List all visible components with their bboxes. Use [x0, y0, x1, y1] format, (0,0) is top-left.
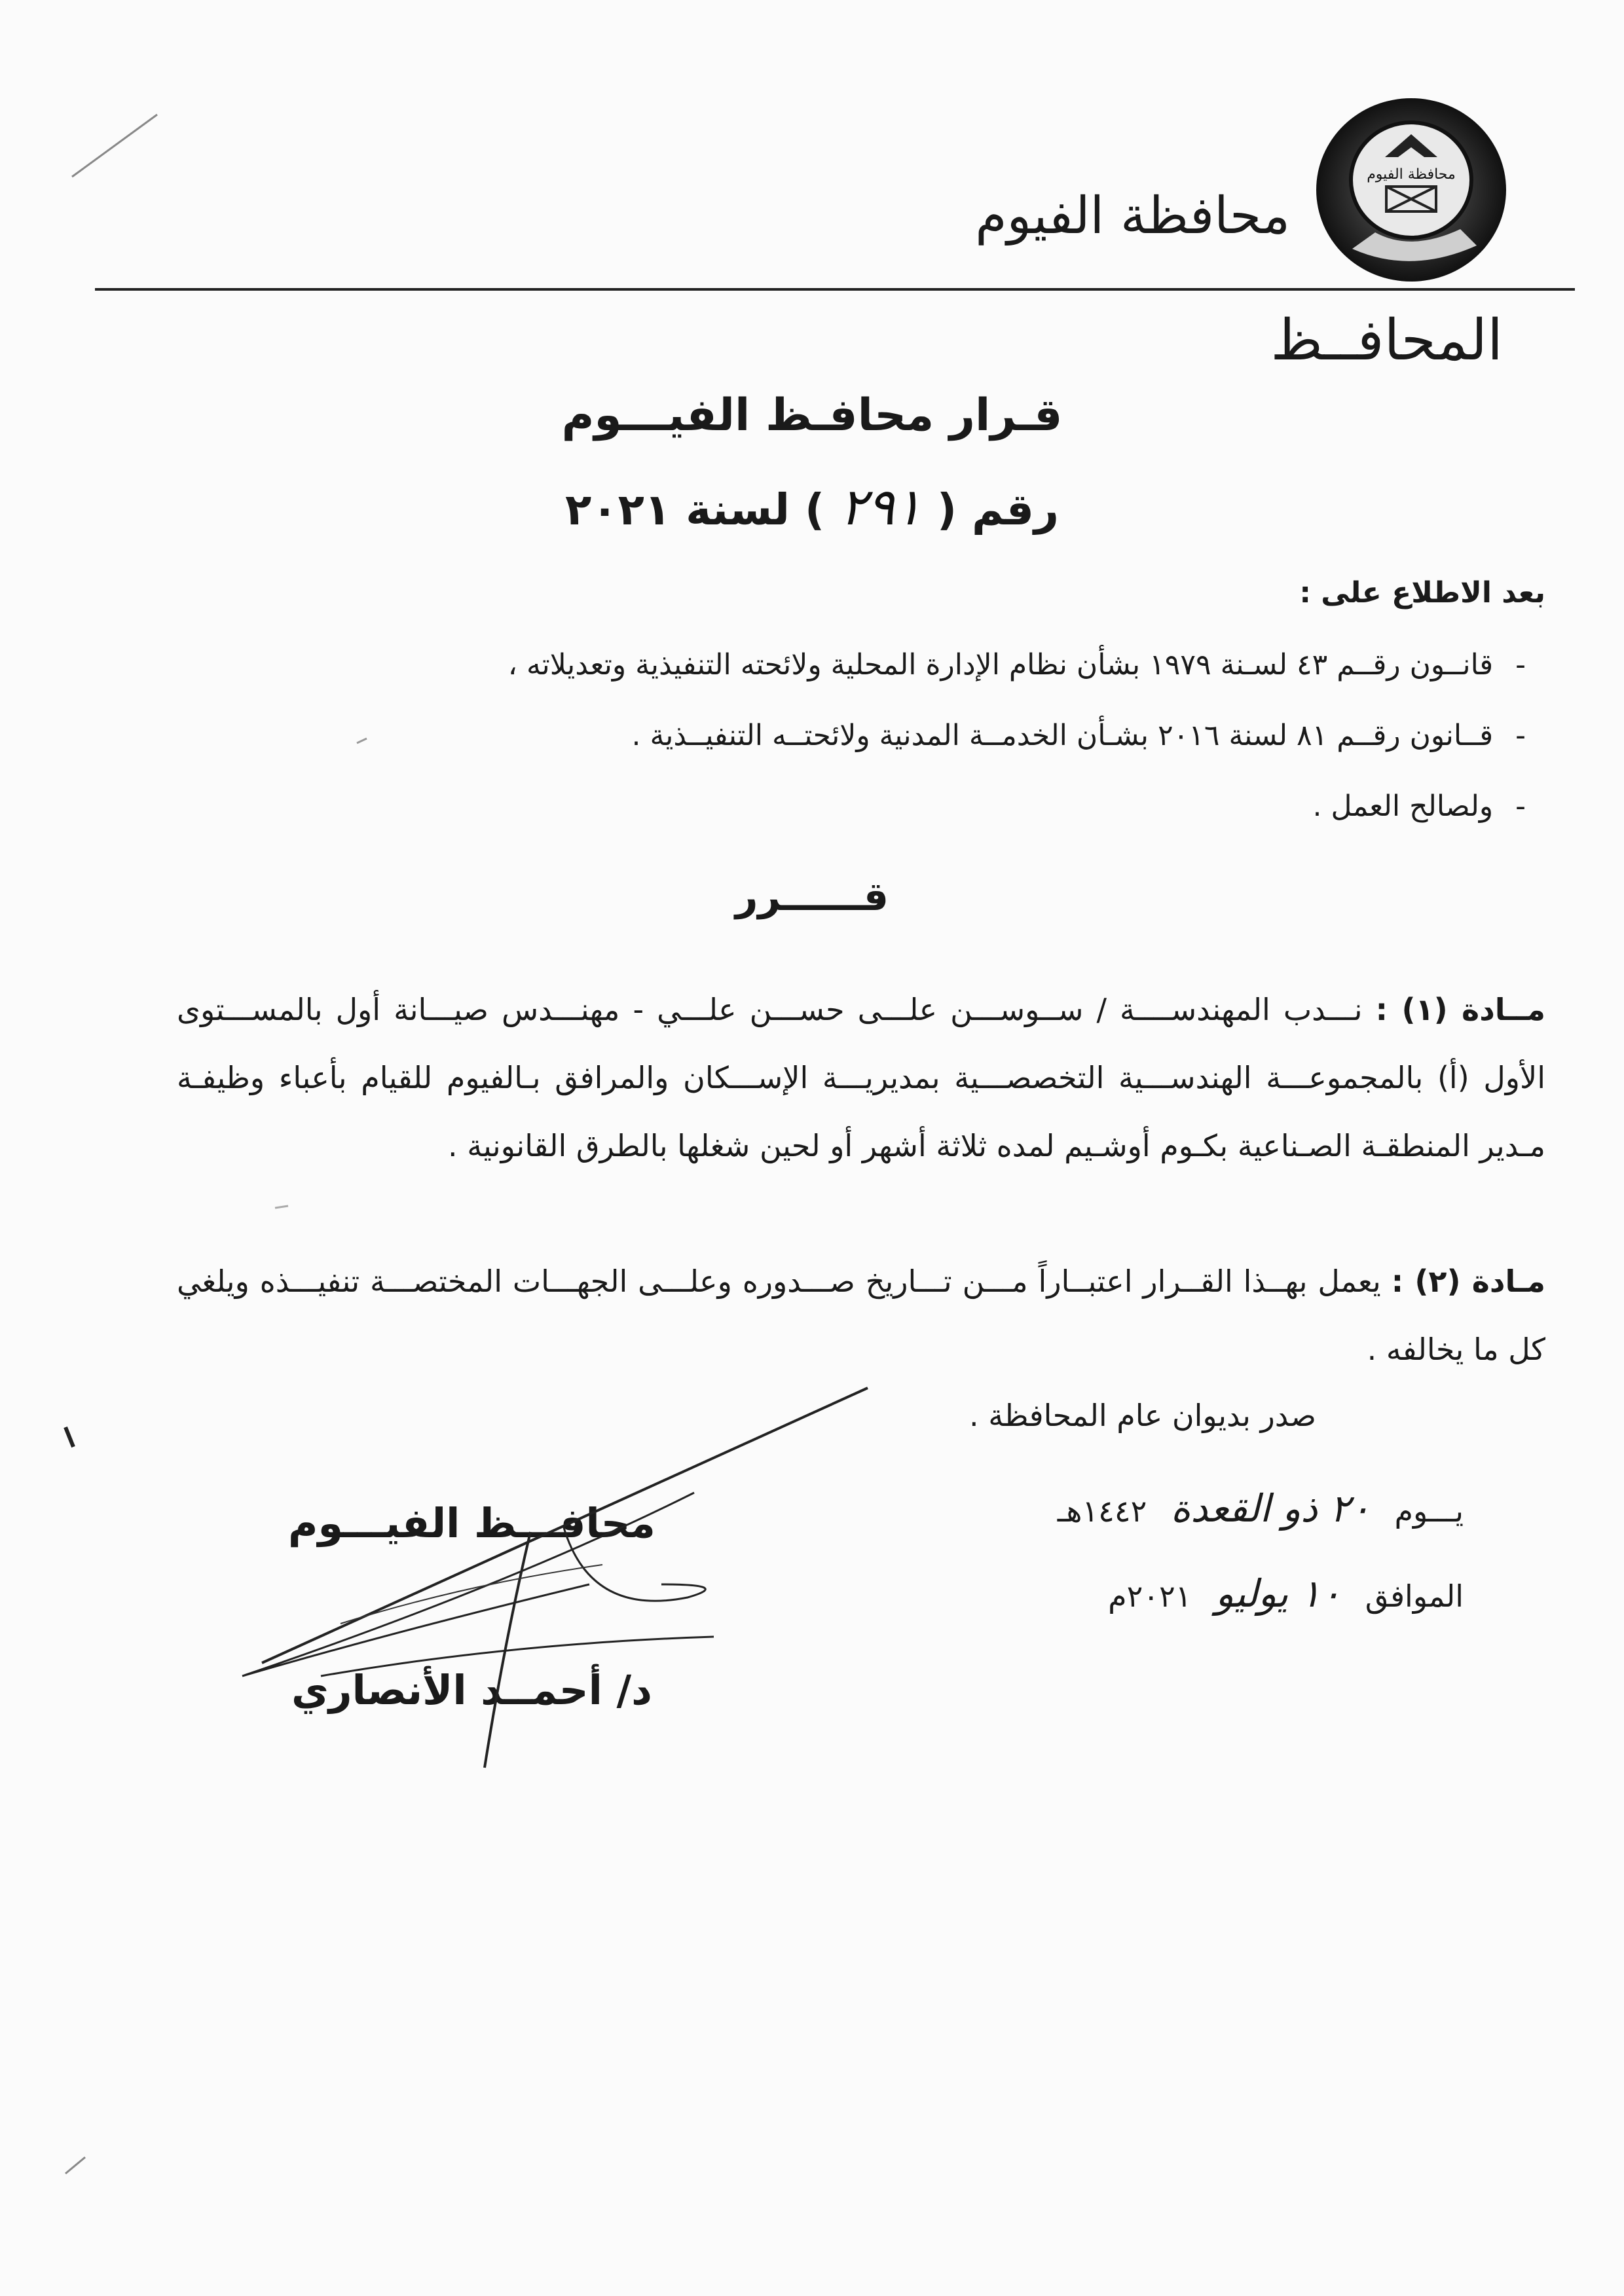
decree-number-prefix: رقم ( — [936, 484, 1059, 535]
header-divider — [95, 288, 1575, 291]
gregorian-year: ٢٠٢١م — [1108, 1578, 1192, 1614]
list-dash: - — [1515, 790, 1526, 823]
gregorian-prefix: الموافق — [1365, 1578, 1464, 1614]
decree-title: قـرار محافـظ الفيـــوم — [561, 390, 1063, 441]
hijri-date — [1058, 1486, 1464, 1531]
article-text: يعمل بهــذا القــرار اعتبــاراً مـــن تـــاريخ صـــدوره وعلـــى الجهـــات المختصـــة تنفيـــذه ويلغي كل ما يخالفه . — [177, 1264, 1545, 1367]
governorate-name: محافظة الفيوم — [975, 187, 1290, 246]
office-title: المحافــظ — [1270, 308, 1503, 373]
preamble-item — [508, 648, 1526, 682]
decree-number-suffix: ) لسنة ٢٠٢١ — [565, 484, 825, 535]
gregorian-date — [1108, 1571, 1464, 1616]
preamble-item-text: قــانون رقــم ٨١ لسنة ٢٠١٦ بشـأن الخدمــة المدنية ولائحتــه التنفيــذية . — [631, 719, 1494, 752]
signatory-name: د/ أحمــد الأنصاري — [291, 1666, 652, 1714]
hijri-prefix: يـــوم — [1394, 1493, 1464, 1529]
preamble-intro: بعد الاطلاع على : — [1299, 576, 1545, 610]
list-dash: - — [1515, 719, 1526, 752]
handwritten-signature — [236, 1368, 897, 1774]
decree-number — [0, 478, 1624, 537]
article-text: نـــدب المهندســــة / ســوســـن علـــى حســـن علـــي - مهنـــدس صيـــانة أول بالمســـتوى الأول (أ) بالمجموعـــة الهندســـية التخصصـــية بمديريـــة الإســـكان والمرافق بـالفيوم للقيام بأعباء وظيفـة مـدير المنطقـة الصـناعية بكـوم أوشـيم لمده ثلاثة أشهر أو لحين شغلها بالطرق القانونية . — [177, 992, 1545, 1163]
article-label: مــادة (١) : — [1375, 992, 1546, 1027]
preamble-item — [1313, 790, 1526, 823]
preamble-item — [632, 719, 1526, 752]
decree-number-handwritten: ٢٩١ — [840, 478, 922, 537]
decided-heading: قــــــرر — [735, 874, 889, 920]
gregorian-handwritten: ١٠ يوليو — [1215, 1571, 1342, 1616]
signatory-title: محافـــظ الفيـــوم — [288, 1499, 655, 1547]
hijri-handwritten: ٢٠ ذو القعدة — [1170, 1486, 1371, 1531]
governorate-seal — [1313, 95, 1509, 285]
article-1 — [177, 975, 1545, 1180]
issued-at: صدر بديوان عام المحافظة . — [969, 1398, 1316, 1433]
article-label: مـادة (٢) : — [1391, 1264, 1545, 1299]
list-dash: - — [1515, 648, 1526, 682]
preamble-item-text: ولصالح العمل . — [1312, 790, 1494, 823]
preamble-item-text: قانــون رقــم ٤٣ لسـنة ١٩٧٩ بشأن نظام الإدارة المحلية ولائحته التنفيذية وتعديلاته ، — [507, 648, 1494, 682]
hijri-year: ١٤٤٢هـ — [1057, 1493, 1147, 1529]
article-2 — [177, 1247, 1545, 1383]
svg-text:محافظة الفيوم: محافظة الفيوم — [1367, 166, 1456, 183]
